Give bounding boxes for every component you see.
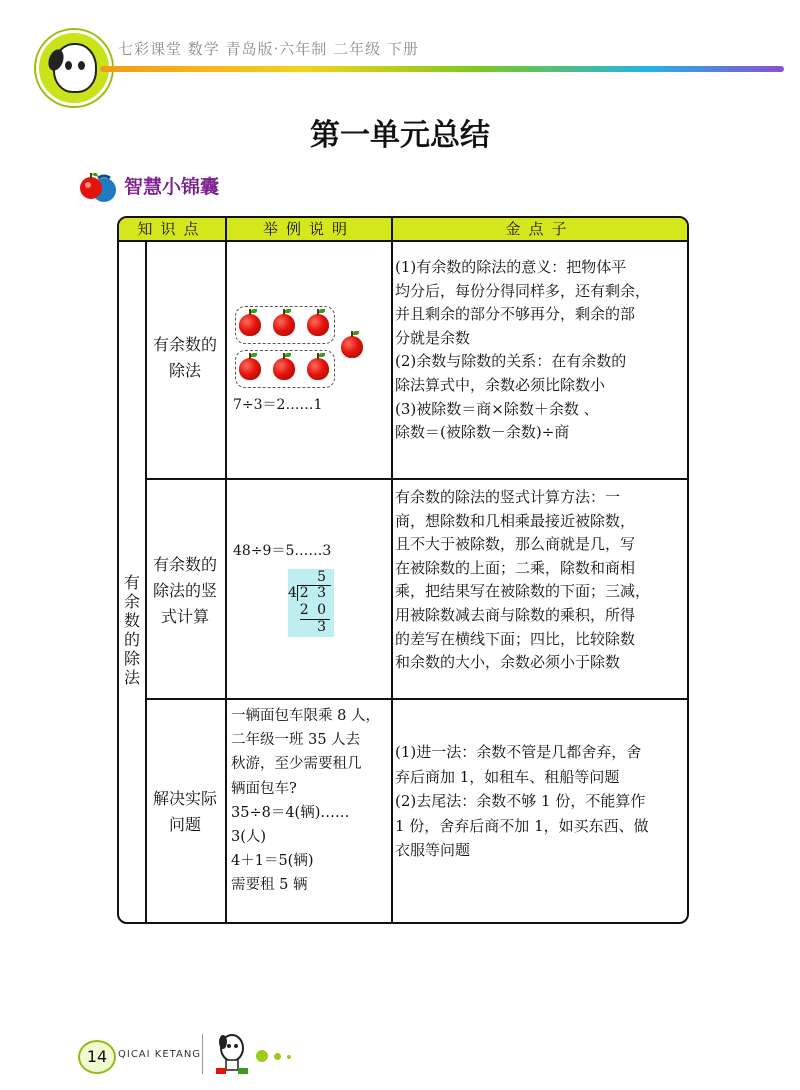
apple bbox=[307, 314, 329, 336]
topic-line: 有余数的 bbox=[152, 555, 217, 574]
apple bbox=[273, 358, 295, 380]
apple-bag-icon bbox=[78, 166, 118, 204]
tip-line: 商，想除数和几相乘最接近被除数， bbox=[395, 511, 636, 530]
ld-bracket bbox=[297, 585, 298, 601]
ld-product: 2 0 bbox=[299, 602, 328, 618]
footer-divider bbox=[202, 1034, 203, 1074]
tips-row-3 bbox=[395, 740, 685, 863]
header-series-text: 七彩课堂 数学 青岛版·六年制 二年级 下册 bbox=[118, 40, 419, 58]
tip-line: (1)有余数的除法的意义：把物体平 bbox=[395, 258, 627, 276]
tip-line: 1 份，舍弃后商不加 1，如买东西、做 bbox=[395, 816, 649, 835]
tips-row-1 bbox=[395, 256, 685, 445]
example-line: 4＋1＝5(辆) bbox=[231, 853, 314, 870]
tip-line: 弃后商加 1，如租车、租船等问题 bbox=[395, 767, 620, 786]
decor-dot bbox=[274, 1053, 281, 1060]
header-knowledge: 知识点 bbox=[137, 220, 207, 238]
summary-table bbox=[117, 216, 689, 924]
topic-line: 式计算 bbox=[160, 607, 209, 626]
remainder-apple bbox=[341, 336, 363, 358]
tip-line: 的差写在横线下面；四比，比较除数 bbox=[395, 629, 636, 648]
tip-line: 并且剩余的部分不够再分，剩余的部 bbox=[395, 305, 636, 324]
ld-remainder: 3 bbox=[317, 619, 328, 635]
ld-quotient: 5 bbox=[317, 569, 328, 585]
tip-line: (2)余数与除数的关系：在有余数的 bbox=[395, 352, 627, 371]
apple bbox=[273, 314, 295, 336]
example-line: 一辆面包车限乘 8 人， bbox=[231, 708, 380, 724]
header-example: 举例说明 bbox=[262, 220, 355, 238]
tip-line: 均分后，每份分得同样多，还有剩余， bbox=[395, 281, 651, 300]
tip-line: (3)被除数＝商×除数＋余数 、 bbox=[395, 399, 599, 418]
category-label: 有余数的除法 bbox=[123, 573, 140, 687]
tip-line: 分就是余数 bbox=[395, 328, 471, 347]
example-equation: 48÷9＝5……3 bbox=[233, 543, 332, 559]
tip-line: (2)去尾法：余数不够 1 份，不能算作 bbox=[395, 792, 646, 810]
header-rainbow-bar bbox=[100, 66, 784, 72]
topic-line: 问题 bbox=[168, 815, 201, 834]
example-line: 35÷8＝4(辆)…… bbox=[231, 804, 350, 821]
tip-line: 和余数的大小，余数必须小于除数 bbox=[395, 653, 621, 672]
example-line: 秋游，至少需要租几 bbox=[231, 756, 362, 773]
tip-line: 乘，把结果写在被除数的下面；三减， bbox=[395, 582, 651, 601]
table-header bbox=[119, 218, 687, 242]
section-title: 智慧小锦囊 bbox=[124, 176, 220, 198]
grid-line bbox=[145, 478, 687, 480]
topic-line: 除法 bbox=[168, 361, 201, 380]
ld-divisor: 4 bbox=[288, 585, 297, 601]
mascot-icon bbox=[212, 1030, 252, 1076]
example-line: 辆面包车? bbox=[231, 780, 297, 797]
tip-line: 除数＝(被除数－余数)÷商 bbox=[395, 423, 570, 442]
topic-row-3 bbox=[147, 786, 223, 838]
example-line: 需要租 5 辆 bbox=[231, 877, 308, 894]
tip-line: 有余数的除法的竖式计算方法：一 bbox=[395, 488, 621, 506]
page-number: 14 bbox=[78, 1040, 116, 1074]
example-equation: 7÷3＝2……1 bbox=[233, 397, 323, 413]
tip-line: 除法算式中，余数必须比除数小 bbox=[395, 375, 606, 394]
topic-line: 有余数的 bbox=[152, 335, 217, 354]
example-line: 3(人) bbox=[231, 829, 267, 846]
tip-line: (1)进一法：余数不管是几都舍弃，舍 bbox=[395, 743, 642, 761]
grid-line bbox=[391, 218, 393, 922]
topic-row-2 bbox=[147, 552, 223, 630]
footer-brand: QICAI KETANG bbox=[118, 1049, 202, 1060]
apple bbox=[307, 358, 329, 380]
page-title: 第一单元总结 bbox=[310, 118, 490, 153]
example-word-problem bbox=[231, 704, 391, 898]
tip-line: 衣服等问题 bbox=[395, 841, 471, 859]
tip-line: 在被除数的上面；二乘，除数和商相 bbox=[395, 558, 636, 577]
decor-dot bbox=[256, 1050, 268, 1062]
tip-line: 用被除数减去商与除数的乘积，所得 bbox=[395, 605, 636, 624]
grid-line bbox=[225, 218, 227, 922]
decor-dot bbox=[287, 1055, 291, 1059]
long-division bbox=[288, 569, 334, 637]
example-line: 二年级一班 35 人去 bbox=[231, 732, 361, 749]
apple bbox=[239, 314, 261, 336]
header-tips: 金点子 bbox=[505, 220, 575, 238]
apple bbox=[239, 358, 261, 380]
topic-line: 解决实际 bbox=[152, 789, 217, 808]
ld-dividend: 2 3 bbox=[299, 585, 328, 601]
tip-line: 且不大于被除数，那么商就是几，写 bbox=[395, 535, 636, 554]
topic-row-1 bbox=[147, 332, 223, 384]
grid-line bbox=[145, 698, 687, 700]
topic-line: 除法的竖 bbox=[152, 581, 217, 600]
tips-row-2 bbox=[395, 486, 685, 675]
